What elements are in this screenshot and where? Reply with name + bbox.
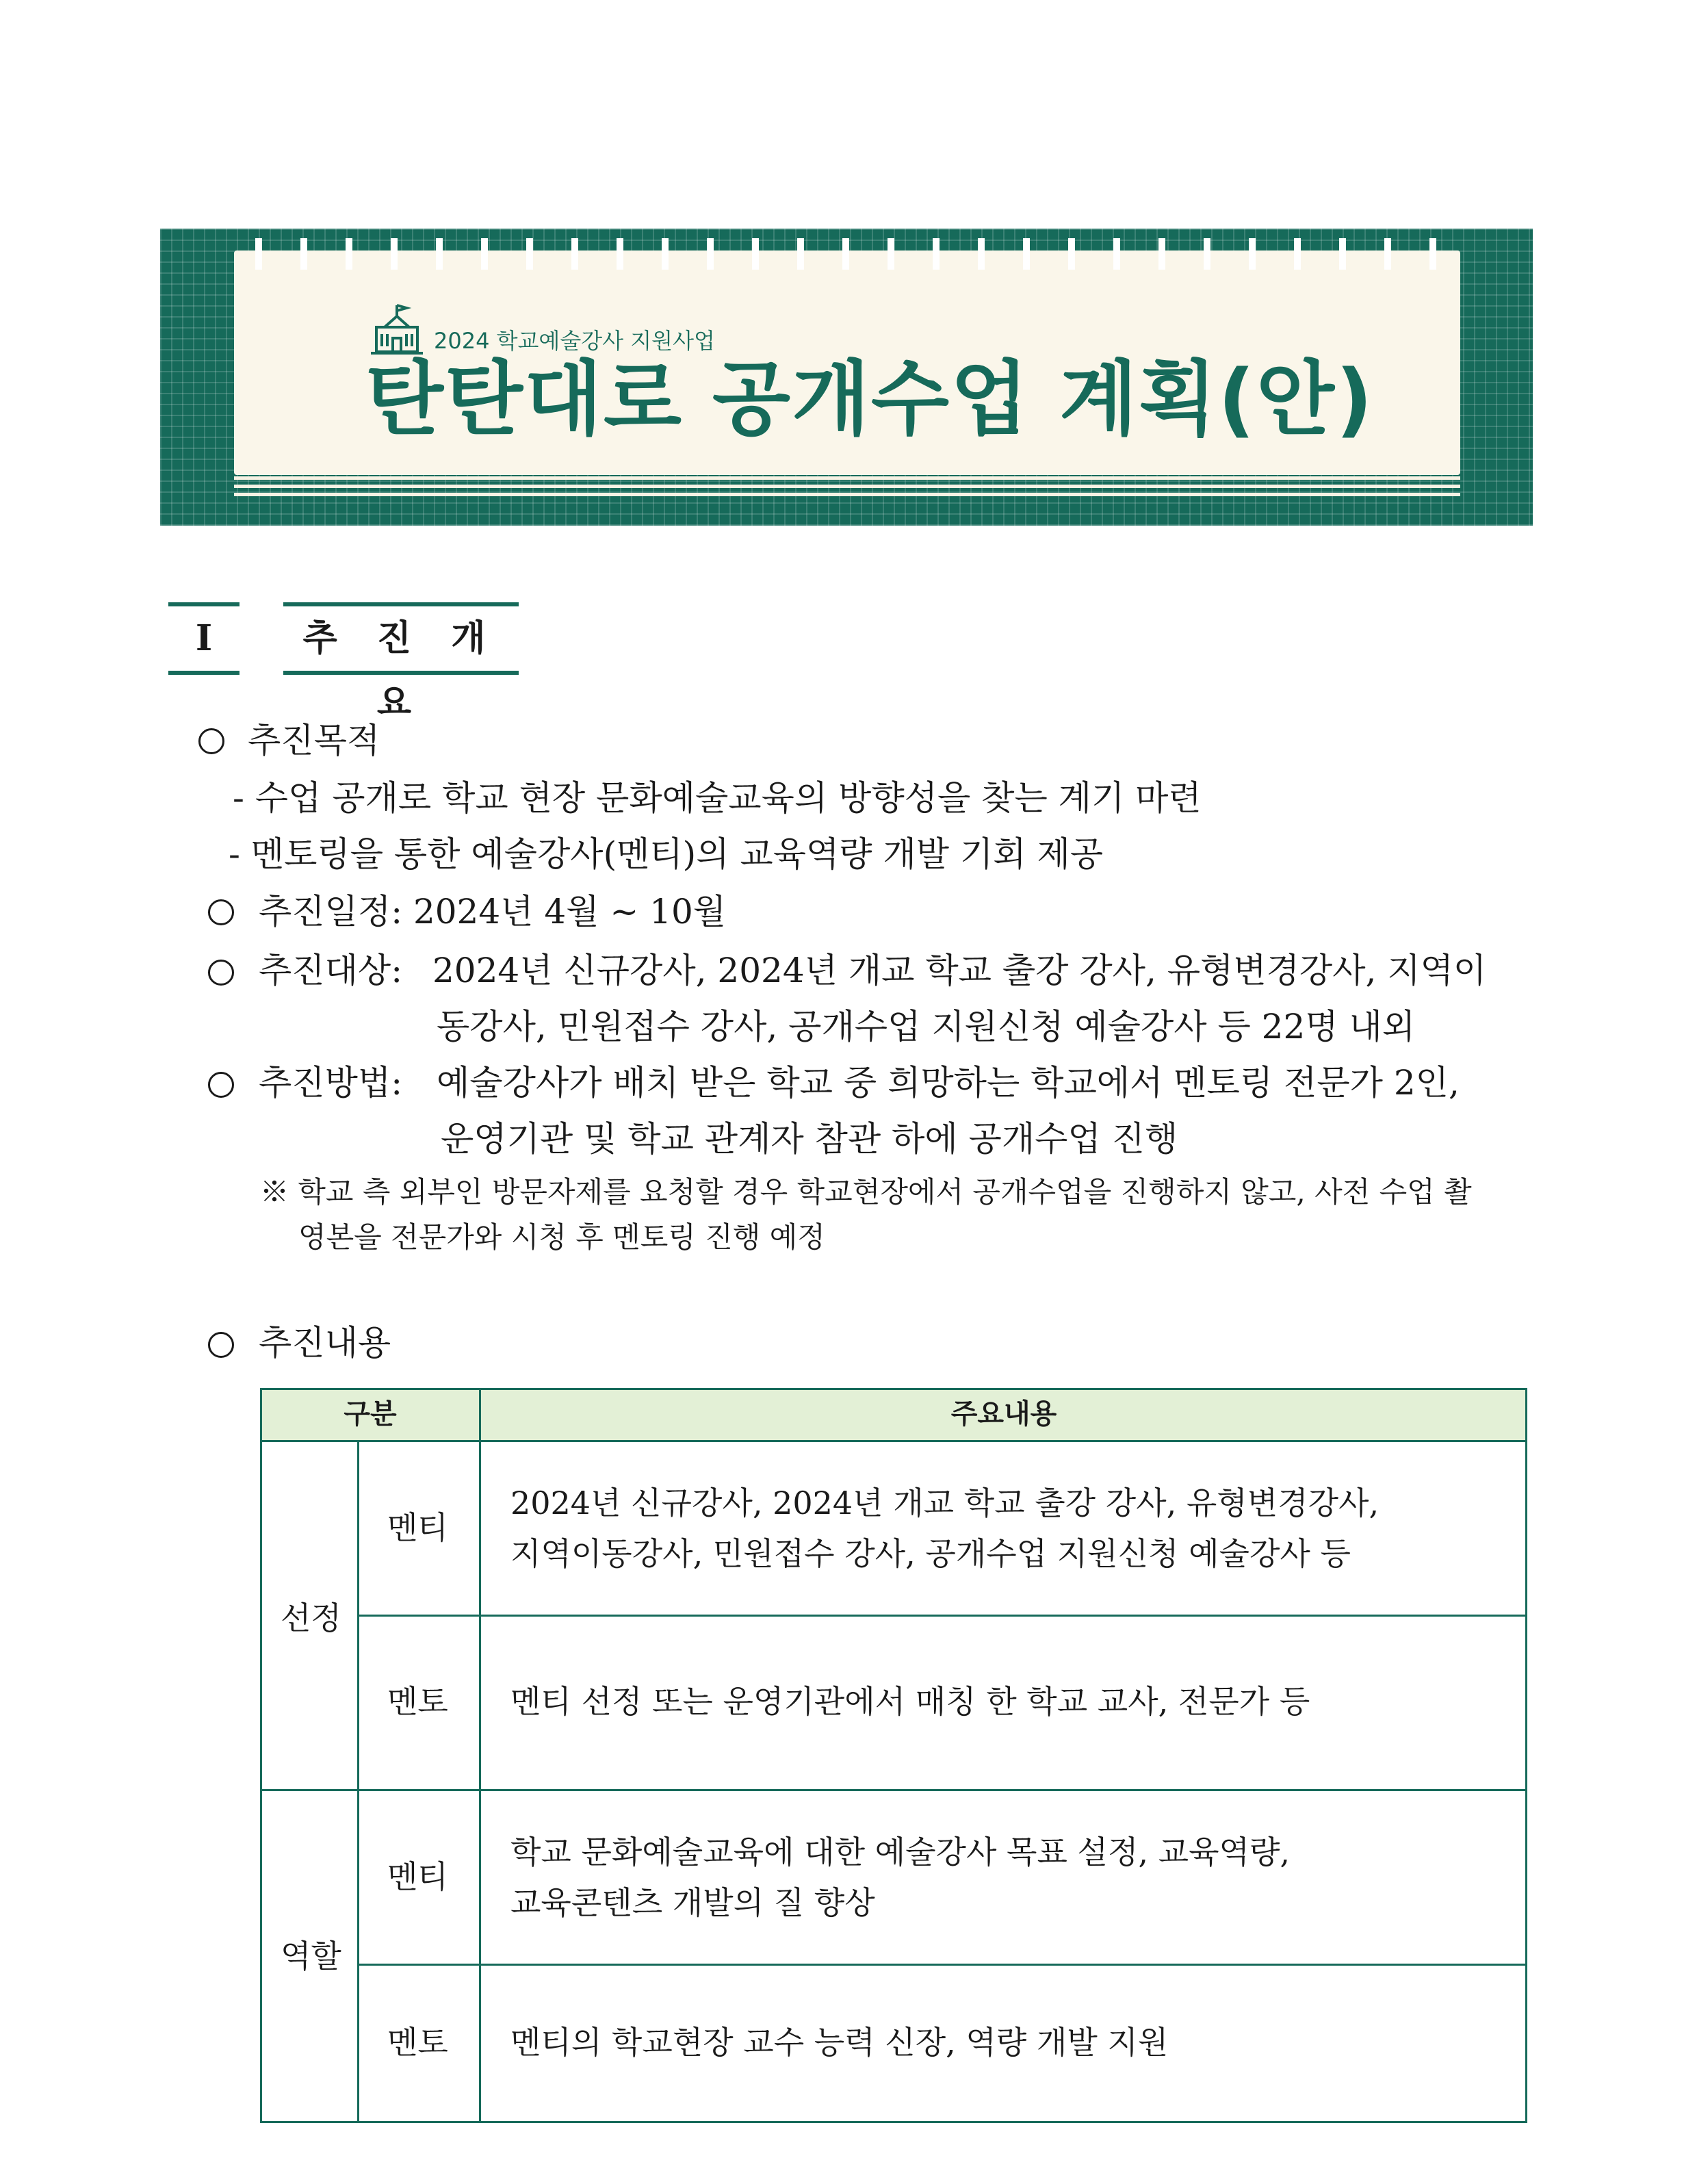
purpose-label: 추진목적 bbox=[248, 721, 380, 760]
row-rule bbox=[357, 1615, 1527, 1617]
target-line-1: 2024년 신규강사, 2024년 개교 학교 출강 강사, 유형변경강사, 지역이 bbox=[432, 951, 1487, 990]
table-border-left bbox=[260, 1388, 262, 2123]
group-rule bbox=[260, 1789, 1527, 1791]
group-name: 선정 bbox=[281, 1600, 341, 1636]
method-label: 추진방법: bbox=[259, 1063, 403, 1103]
col-rule bbox=[357, 1440, 359, 2123]
col-rule bbox=[479, 1388, 481, 2123]
purpose-line-2: - 멘토링을 통한 예술강사(멘티)의 교육역량 개발 기회 제공 bbox=[229, 834, 1104, 874]
table-border-right bbox=[1525, 1388, 1527, 2123]
header-content: 주요내용 bbox=[480, 1388, 1527, 1440]
group-name: 역할 bbox=[281, 1938, 341, 1975]
method-line-2: 운영기관 및 학교 관계자 참관 하에 공개수업 진행 bbox=[441, 1119, 1178, 1159]
content-table bbox=[260, 1388, 1527, 2123]
header-rule bbox=[260, 1440, 1527, 1442]
note-line-2: 영본을 전문가와 시청 후 멘토링 진행 예정 bbox=[298, 1220, 825, 1254]
table-border-bottom bbox=[260, 2121, 1527, 2123]
banner-title: 탄탄대로 공개수업 계획(안) bbox=[365, 352, 1374, 446]
role-cell: 멘티 bbox=[387, 1858, 448, 1895]
row-rule bbox=[357, 1964, 1527, 1966]
method-line-1: 예술강사가 배치 받은 학교 중 희망하는 학교에서 멘토링 전문가 2인, bbox=[437, 1063, 1460, 1103]
section-number: Ⅰ bbox=[168, 602, 239, 675]
header-category: 구분 bbox=[260, 1388, 480, 1440]
content-cell: 학교 문화예술교육에 대한 예술강사 목표 설정, 교육역량, bbox=[510, 1834, 1291, 1871]
schedule: 추진일정: 2024년 4월 ~ 10월 bbox=[259, 892, 727, 932]
note-line-1: ※ 학교 측 외부인 방문자제를 요청할 경우 학교현장에서 공개수업을 진행하지 않고, 사전 수업 촬 bbox=[260, 1175, 1472, 1209]
circle-bullet bbox=[198, 728, 224, 754]
table-border-top bbox=[260, 1388, 1527, 1390]
circle-bullet bbox=[208, 1072, 234, 1098]
paper-edge-1 bbox=[234, 476, 1460, 480]
section-title: 추 진 개 요 bbox=[283, 602, 519, 675]
paper-edge-3 bbox=[234, 493, 1460, 496]
paper-edge-2 bbox=[234, 485, 1460, 488]
content-cell: 교육콘텐츠 개발의 질 향상 bbox=[510, 1884, 875, 1921]
content-cell: 멘티의 학교현장 교수 능력 신장, 역량 개발 지원 bbox=[510, 2024, 1169, 2061]
content-label: 추진내용 bbox=[259, 1323, 391, 1363]
role-cell: 멘토 bbox=[387, 1683, 448, 1720]
circle-bullet bbox=[208, 899, 234, 925]
target-line-2: 동강사, 민원접수 강사, 공개수업 지원신청 예술강사 등 22명 내외 bbox=[437, 1007, 1416, 1046]
content-cell: 2024년 신규강사, 2024년 개교 학교 출강 강사, 유형변경강사, bbox=[510, 1485, 1379, 1521]
circle-bullet bbox=[208, 960, 234, 986]
purpose-line-1: - 수업 공개로 학교 현장 문화예술교육의 방향성을 찾는 계기 마련 bbox=[233, 778, 1202, 818]
content-cell: 지역이동강사, 민원접수 강사, 공개수업 지원신청 예술강사 등 bbox=[510, 1535, 1351, 1572]
binder-rings bbox=[237, 238, 1462, 270]
role-cell: 멘토 bbox=[387, 2024, 448, 2061]
target-label: 추진대상: bbox=[259, 951, 403, 990]
content-cell: 멘티 선정 또는 운영기관에서 매칭 한 학교 교사, 전문가 등 bbox=[510, 1683, 1310, 1720]
role-cell: 멘티 bbox=[387, 1509, 448, 1546]
circle-bullet bbox=[208, 1332, 234, 1358]
banner-subtitle: 2024 학교예술강사 지원사업 bbox=[434, 328, 715, 354]
